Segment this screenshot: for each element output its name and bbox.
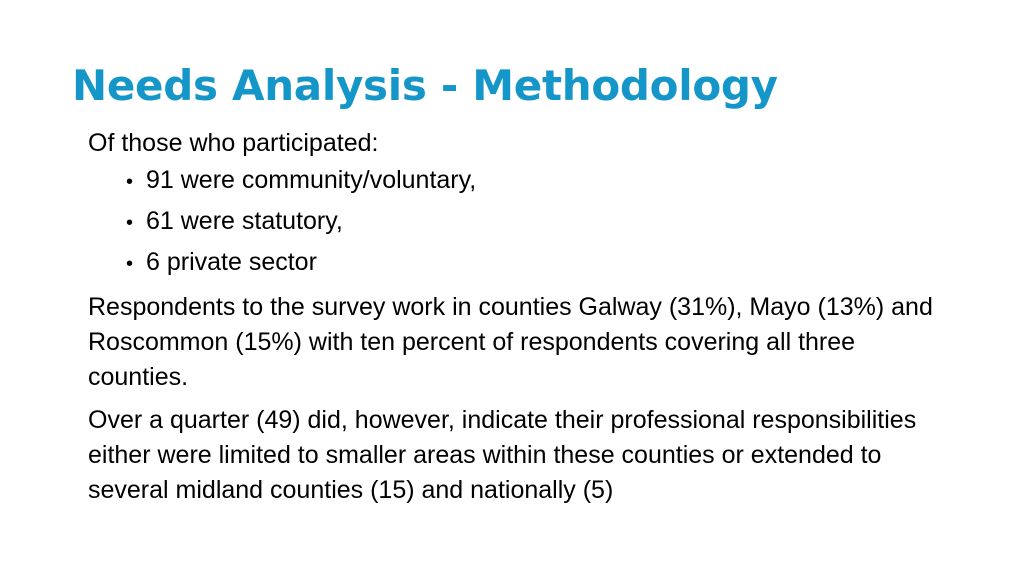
list-item [126, 163, 948, 200]
bullet-icon: • [126, 253, 134, 275]
bullet-icon: • [126, 171, 134, 193]
list-item-text: 61 were statutory, [146, 207, 343, 235]
list-item [126, 204, 948, 241]
counties-paragraph: Respondents to the survey work in counties Galway (31%), Mayo (13%) and Roscommon (15%) with ten percent of respondents covering all three counties. [88, 293, 933, 391]
responsibilities-paragraph: Over a quarter (49) did, however, indicate their professional responsibilities either were limited to smaller areas within these counties or extended to several midland counties (15) and nationally (5) [88, 406, 917, 504]
bullet-icon: • [126, 212, 134, 234]
list-item [126, 245, 948, 282]
intro-text: Of those who participated: [88, 129, 379, 157]
participant-list [88, 163, 948, 282]
slide-title: Needs Analysis - Methodology [72, 61, 778, 110]
list-item-text: 91 were community/voluntary, [146, 166, 477, 194]
list-item-text: 6 private sector [146, 248, 317, 276]
slide-body [88, 126, 948, 508]
